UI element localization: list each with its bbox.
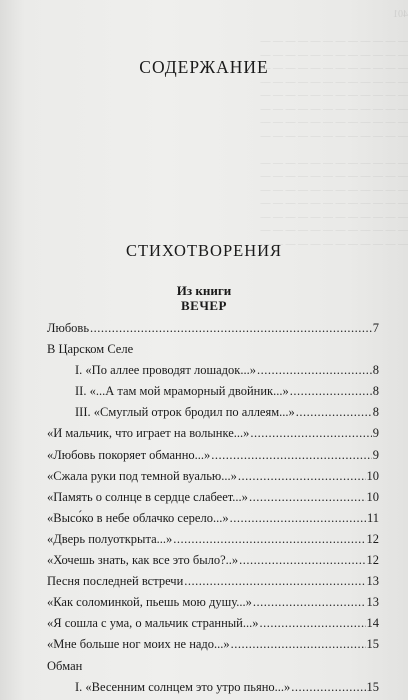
- toc-entry-title: «Мне больше ног моих не надо...»: [47, 637, 230, 652]
- toc-entry-title: «Сжала руки под темной вуалью...»: [47, 468, 237, 483]
- toc-leader-dots: [230, 508, 366, 529]
- toc-entry-title: «Хочешь знать, как все это было?..»: [47, 553, 239, 568]
- toc-leader-dots: [184, 571, 365, 592]
- toc-entry: [47, 656, 379, 677]
- toc-entry-page: 10: [366, 489, 379, 504]
- toc-entry-title: В Царском Селе: [47, 342, 134, 357]
- toc-leader-dots: [291, 677, 365, 698]
- toc-entry-title: II. «...А там мой мраморный двойник...»: [75, 384, 289, 399]
- toc-entry: [47, 318, 379, 339]
- toc-leader-dots: [211, 445, 371, 466]
- toc-entry-page: 15: [366, 637, 379, 652]
- toc-entry: [47, 529, 379, 550]
- book-label: Из книги: [176, 283, 232, 298]
- toc-leader-dots: [239, 550, 365, 571]
- toc-leader-dots: [290, 381, 372, 402]
- toc-entry-title: Песня последней встречи: [47, 574, 184, 589]
- toc-entry-title: «Любовь покоряет обманно...»: [47, 447, 211, 462]
- toc-entry-title: Обман: [47, 658, 83, 673]
- toc-entry-title: «Высо́ко в небе облачко серело...»: [47, 510, 229, 525]
- toc-entry-title: «Память о солнце в сердце слабеет...»: [47, 489, 248, 504]
- toc-entry: [47, 550, 379, 571]
- toc-leader-dots: [253, 592, 366, 613]
- toc-leader-dots: [231, 634, 366, 655]
- toc-leader-dots: [260, 613, 366, 634]
- toc-entry: [47, 613, 379, 634]
- toc-entry-page: 8: [372, 384, 379, 399]
- toc-entry-title: III. «Смуглый отрок бродил по аллеям...»: [75, 405, 295, 420]
- toc-entry-title: «Я сошла с ума, о мальчик странный...»: [47, 616, 259, 631]
- toc-entry-page: 9: [372, 447, 379, 462]
- toc-entry: [47, 423, 379, 444]
- toc-entry: [47, 445, 379, 466]
- book-title: ВЕЧЕР: [181, 298, 227, 313]
- toc-leader-dots: [296, 402, 372, 423]
- toc-entry: [47, 508, 379, 529]
- toc-entry-page: 10: [366, 468, 379, 483]
- toc-entry-page: 15: [366, 679, 379, 694]
- section-heading: СТИХОТВОРЕНИЯ: [125, 241, 283, 260]
- toc-entry-page: 12: [366, 531, 379, 546]
- page-title: СОДЕРЖАНИЕ: [139, 57, 269, 77]
- bleed-through-text: 401 — — — — — — — — — — — — — — — — — — — — — — — — — — — — — — — — — — — — — — — — — — — — — — — — — — — — — — — — — — — — — — — — — — — — — — — — — — — — — — — — — — — — — — — — — — — — — — — — — — — — — — — — — — — — — — — — — — — — — — — — — — — — — — — — — — — — — — — — — — — — — — — — — — — — — — — — — — — — — — — — — — — — — — — — — — — — — — — — — — — —: [260, 9, 408, 250]
- toc-entry-page: 8: [372, 363, 379, 378]
- toc-leader-dots: [257, 360, 372, 381]
- toc-entry-title: «Как соломинкой, пьешь мою душу...»: [47, 595, 252, 610]
- toc-leader-dots: [90, 318, 372, 339]
- toc-entry-page: 8: [372, 405, 379, 420]
- toc-entry-page: 13: [366, 595, 379, 610]
- toc-entry-title: I. «По аллее проводят лошадок...»: [75, 363, 256, 378]
- toc-entry: [47, 402, 379, 423]
- toc-entry-title: «И мальчик, что играет на волынке...»: [47, 426, 250, 441]
- toc-entry-page: 11: [366, 510, 379, 525]
- toc-leader-dots: [173, 529, 365, 550]
- toc-entry-title: I. «Весенним солнцем это утро пьяно...»: [75, 679, 291, 694]
- toc-entry-page: 9: [372, 426, 379, 441]
- toc-entry-page: 12: [366, 553, 379, 568]
- toc-entry: [47, 339, 379, 360]
- toc-entry-page: 13: [366, 574, 379, 589]
- toc-entry: [47, 592, 379, 613]
- toc-entry: [47, 571, 379, 592]
- toc-leader-dots: [238, 466, 366, 487]
- toc-entry: [47, 634, 379, 655]
- table-of-contents: [47, 318, 379, 698]
- toc-entry-title: «Дверь полуоткрыта...»: [47, 531, 173, 546]
- toc-entry: [47, 381, 379, 402]
- toc-entry: [47, 487, 379, 508]
- toc-leader-dots: [249, 487, 366, 508]
- toc-entry: [47, 677, 379, 698]
- toc-entry-title: Любовь: [47, 321, 90, 335]
- toc-entry: [47, 360, 379, 381]
- toc-leader-dots: [250, 423, 371, 444]
- toc-entry-page: 14: [366, 616, 379, 631]
- toc-entry: [47, 466, 379, 487]
- toc-entry-page: 7: [372, 321, 379, 335]
